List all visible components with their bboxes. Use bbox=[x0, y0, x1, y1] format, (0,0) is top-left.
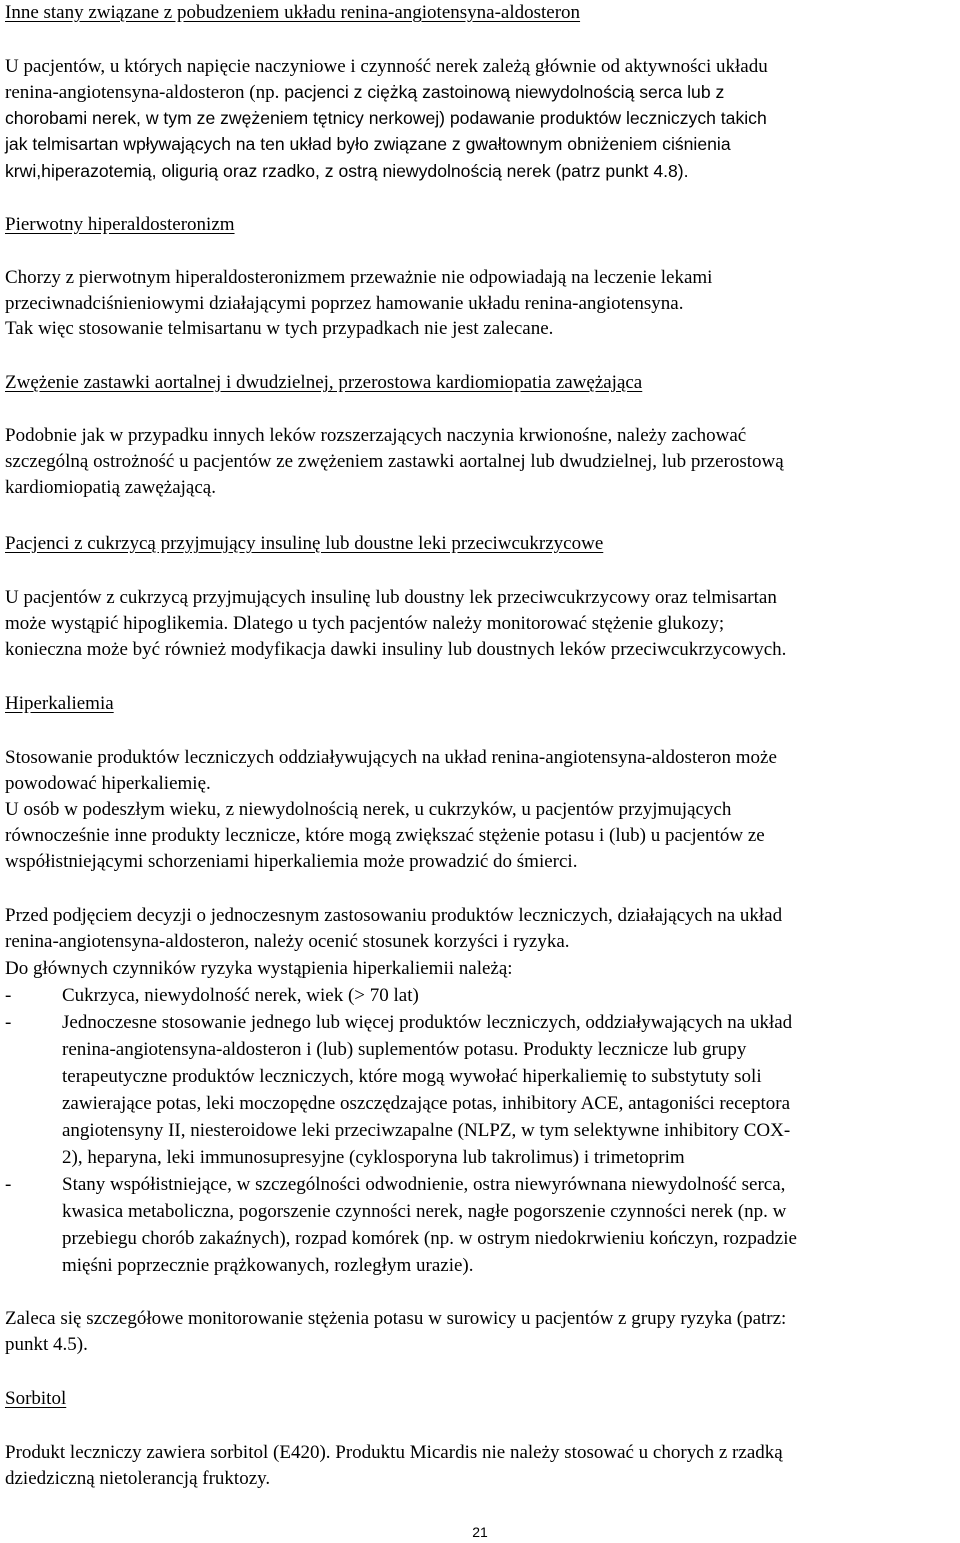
section-heading-diabetes: Pacjenci z cukrzycą przyjmujący insulinę lub doustne leki przeciwcukrzycowe bbox=[5, 533, 604, 554]
paragraph-line: przeciwnadciśnieniowymi działającymi poprzez hamowanie układu renina-angiotensyna. bbox=[5, 293, 684, 314]
list-item-text: angiotensyny II, niesteroidowe leki przeciwzapalne (NLPZ, w tym selektywne inhibitory COX- bbox=[62, 1120, 791, 1141]
paragraph-line: krwi,hiperazotemią, oligurią oraz rzadko, z ostrą niewydolnością nerek (patrz punkt 4.8). bbox=[5, 161, 689, 181]
paragraph-line: powodować hiperkaliemię. bbox=[5, 773, 211, 794]
text-fragment: pacjenci z ciężką zastoinową niewydolnością serca lub z bbox=[279, 82, 725, 102]
paragraph-line: równocześnie inne produkty lecznicze, które mogą zwiększać stężenie potasu i (lub) u pacjentów ze bbox=[5, 825, 765, 846]
paragraph-line: renina-angiotensyna-aldosteron, należy ocenić stosunek korzyści i ryzyka. bbox=[5, 931, 570, 952]
list-item-text: przebiegu chorób zakaźnych), rozpad komórek (np. w ostrym niedokrwieniu kończyn, rozpadzie bbox=[62, 1228, 797, 1249]
paragraph-line: szczególną ostrożność u pacjentów ze zwężeniem zastawki aortalnej lub dwudzielnej, lub przerostową bbox=[5, 451, 784, 472]
paragraph-line: Chorzy z pierwotnym hiperaldosteronizmem przeważnie nie odpowiadają na leczenie lekami bbox=[5, 267, 713, 288]
bullet-dash: - bbox=[5, 1174, 12, 1195]
list-item-text: Cukrzyca, niewydolność nerek, wiek (> 70 lat) bbox=[62, 985, 419, 1006]
paragraph-line: konieczna może być również modyfikacja dawki insuliny lub doustnych leków przeciwcukrzycowych. bbox=[5, 639, 787, 660]
page-number: 21 bbox=[472, 1524, 488, 1540]
paragraph-line: U pacjentów z cukrzycą przyjmujących insulinę lub doustny lek przeciwcukrzycowy oraz telmisartan bbox=[5, 587, 777, 608]
list-item-text: Stany współistniejące, w szczególności odwodnienie, ostra niewyrównana niewydolność serca, bbox=[62, 1174, 786, 1195]
paragraph-line: współistniejącymi schorzeniami hiperkaliemia może prowadzić do śmierci. bbox=[5, 851, 578, 872]
paragraph-line: kardiomiopatią zawężającą. bbox=[5, 477, 216, 498]
list-item-text: terapeutyczne produktów leczniczych, które mogą wywołać hiperkaliemię to substytuty soli bbox=[62, 1066, 762, 1087]
section-heading-primary-hyperaldosteronism: Pierwotny hiperaldosteronizm bbox=[5, 214, 235, 235]
paragraph-line: Do głównych czynników ryzyka wystąpienia hiperkaliemii należą: bbox=[5, 958, 513, 979]
paragraph-line: Tak więc stosowanie telmisartanu w tych przypadkach nie jest zalecane. bbox=[5, 318, 554, 339]
bullet-dash: - bbox=[5, 985, 12, 1006]
list-item-text: kwasica metaboliczna, pogorszenie czynności nerek, nagłe pogorszenie czynności nerek (np. w bbox=[62, 1201, 787, 1222]
paragraph-line: Podobnie jak w przypadku innych leków rozszerzających naczynia krwionośne, należy zachować bbox=[5, 425, 747, 446]
paragraph-line: chorobami nerek, w tym ze zwężeniem tętnicy nerkowej) podawanie produktów leczniczych takich bbox=[5, 108, 767, 128]
list-item-text: renina-angiotensyna-aldosteron i (lub) suplementów potasu. Produkty lecznicze lub grupy bbox=[62, 1039, 747, 1060]
paragraph-line: U osób w podeszłym wieku, z niewydolnością nerek, u cukrzyków, u pacjentów przyjmujących bbox=[5, 799, 732, 820]
paragraph-line: dziedziczną nietolerancją fruktozy. bbox=[5, 1468, 271, 1489]
paragraph-line: jak telmisartan wpływających na ten układ było związane z gwałtownym obniżeniem ciśnienia bbox=[5, 134, 731, 154]
paragraph-line: U pacjentów, u których napięcie naczyniowe i czynność nerek zależą głównie od aktywności układu bbox=[5, 56, 768, 77]
paragraph-line: Stosowanie produktów leczniczych oddziaływujących na układ renina-angiotensyna-aldosteron może bbox=[5, 747, 777, 768]
list-item-text: mięśni poprzecznie prążkowanych, rozległym urazie). bbox=[62, 1255, 474, 1276]
paragraph-line: Zaleca się szczegółowe monitorowanie stężenia potasu w surowicy u pacjentów z grupy ryzyka (patrz: bbox=[5, 1308, 787, 1329]
bullet-dash: - bbox=[5, 1012, 12, 1033]
paragraph-line: Przed podjęciem decyzji o jednoczesnym zastosowaniu produktów leczniczych, działających na układ bbox=[5, 905, 783, 926]
list-item-text: zawierające potas, leki moczopędne oszczędzające potas, inhibitory ACE, antagoniści receptora bbox=[62, 1093, 791, 1114]
paragraph-line: Produkt leczniczy zawiera sorbitol (E420). Produktu Micardis nie należy stosować u chorych z rzadką bbox=[5, 1442, 783, 1463]
section-heading-hyperkalemia: Hiperkaliemia bbox=[5, 693, 114, 714]
section-heading-valve-stenosis: Zwężenie zastawki aortalnej i dwudzielnej, przerostowa kardiomiopatia zawężająca bbox=[5, 372, 643, 393]
list-item-text: 2), heparyna, leki immunosupresyjne (cyklosporyna lub takrolimus) i trimetoprim bbox=[62, 1147, 685, 1168]
paragraph-line: punkt 4.5). bbox=[5, 1334, 88, 1355]
list-item-text: Jednoczesne stosowanie jednego lub więcej produktów leczniczych, oddziaływających na układ bbox=[62, 1012, 793, 1033]
paragraph-line bbox=[5, 79, 724, 106]
section-heading-sorbitol: Sorbitol bbox=[5, 1388, 67, 1409]
text-fragment: renina-angiotensyna-aldosteron (np. bbox=[5, 82, 280, 103]
paragraph-line: może wystąpić hipoglikemia. Dlatego u tych pacjentów należy monitorować stężenie glukozy; bbox=[5, 613, 725, 634]
section-heading-raas: Inne stany związane z pobudzeniem układu renina-angiotensyna-aldosteron bbox=[5, 2, 581, 23]
